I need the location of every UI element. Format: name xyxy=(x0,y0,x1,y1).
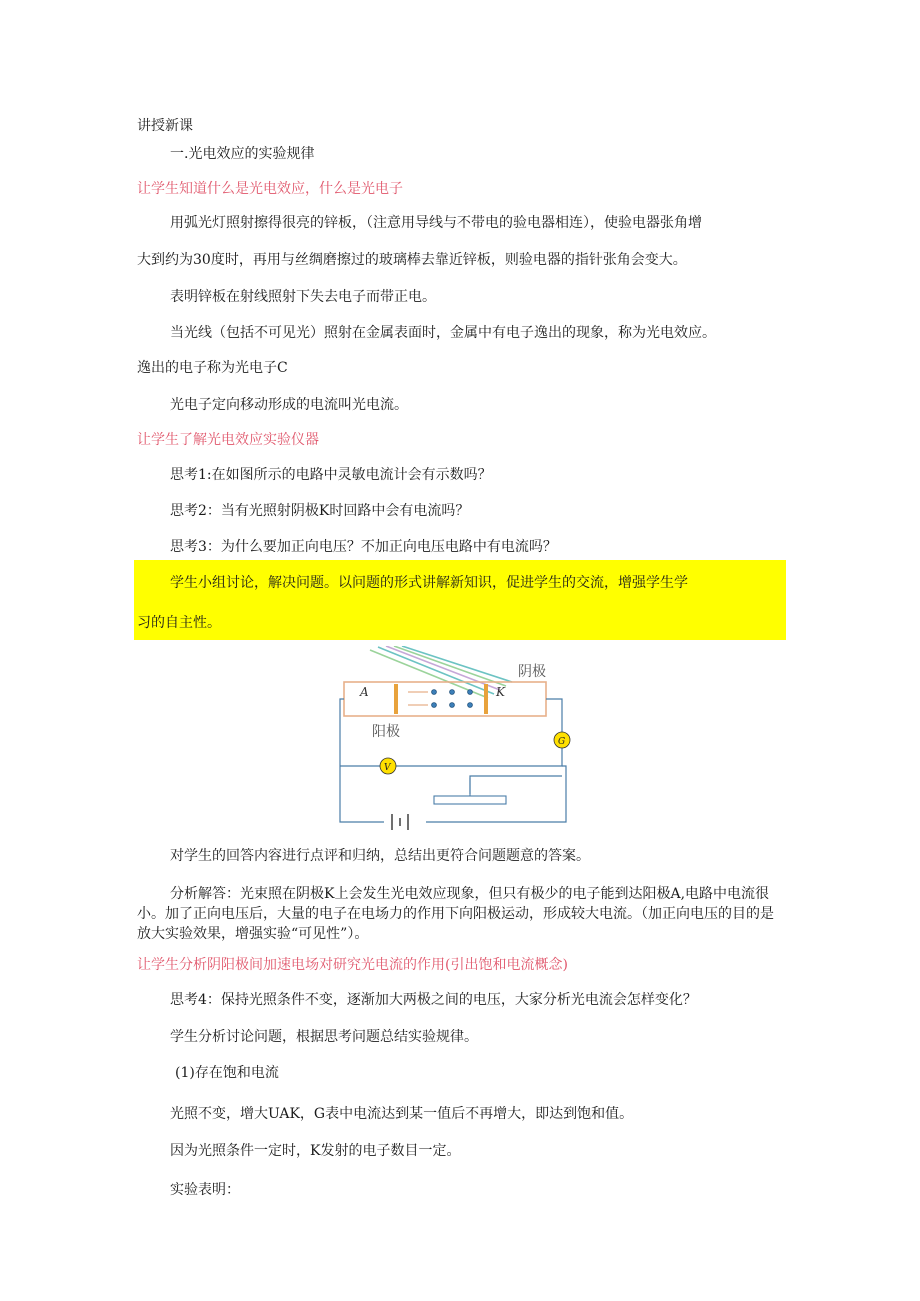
paragraph-1-line-1: 用弧光灯照射擦得很亮的锌板，（注意用导线与不带电的验电器相连），使验电器张角增 xyxy=(170,215,702,231)
label-V: V xyxy=(384,763,391,773)
analysis-line-2: 小。加了正向电压后，大量的电子在电场力的作用下向阳极运动，形成较大电流。（加正向电压的目的是 xyxy=(137,906,774,922)
section-title: 一.光电效应的实验规律 xyxy=(170,146,315,162)
lesson-heading: 讲授新课 xyxy=(137,118,193,134)
label-cathode: 阴极 xyxy=(518,664,546,680)
vacuum-tube xyxy=(344,682,546,716)
battery xyxy=(392,814,408,830)
anode-plate xyxy=(394,684,398,714)
label-anode: 阳极 xyxy=(372,724,400,740)
analysis-line-3: 放大实验效果，增强实验“可见性”）。 xyxy=(137,926,369,942)
paragraph-8: 学生分析讨论问题，根据思考问题总结实验规律。 xyxy=(170,1029,478,1045)
question-3: 思考3：为什么要加正向电压？不加正向电压电路中有电流吗？ xyxy=(170,539,557,555)
label-A: A xyxy=(360,685,369,699)
highlight-line-2: 习的自主性。 xyxy=(137,615,221,631)
highlight-block xyxy=(134,560,786,640)
photoelectric-circuit-diagram xyxy=(330,646,582,834)
label-G: G xyxy=(558,737,566,747)
rheostat xyxy=(434,796,506,804)
paragraph-11: 因为光照条件一定时，K发射的电子数目一定。 xyxy=(170,1143,461,1159)
goal-text-2: 让学生了解光电效应实验仪器 xyxy=(137,432,319,448)
paragraph-1-line-2: 大到约为30度时，再用与丝绸磨擦过的玻璃棒去靠近锌板，则验电器的指针张角会变大。 xyxy=(137,252,687,268)
paragraph-2: 表明锌板在射线照射下失去电子而带正电。 xyxy=(170,289,436,305)
paragraph-5: 光电子定向移动形成的电流叫光电流。 xyxy=(170,397,408,413)
analysis-line-1: 分析解答：光束照在阴极K上会发生光电效应现象，但只有极少的电子能到达阳极A,电路中电流很 xyxy=(170,886,770,902)
goal-text-1: 让学生知道什么是光电效应，什么是光电子 xyxy=(137,181,403,197)
goal-text-3: 让学生分析阴阳极间加速电场对研究光电流的作用(引出饱和电流概念) xyxy=(137,957,568,973)
paragraph-9: (1)存在饱和电流 xyxy=(175,1065,279,1081)
question-4: 思考4：保持光照条件不变，逐渐加大两极之间的电压，大家分析光电流会怎样变化？ xyxy=(170,992,697,1008)
electron-arrows xyxy=(408,692,428,705)
question-1: 思考1:在如图所示的电路中灵敏电流计会有示数吗？ xyxy=(170,467,492,483)
paragraph-10: 光照不变，增大UAK，G表中电流达到某一值后不再增大，即达到饱和值。 xyxy=(170,1106,634,1122)
paragraph-3: 当光线（包括不可见光）照射在金属表面时，金属中有电子逸出的现象，称为光电效应。 xyxy=(170,325,716,341)
cathode-plate xyxy=(484,684,488,714)
light-rays xyxy=(370,646,512,698)
highlight-line-1: 学生小组讨论，解决问题。以问题的形式讲解新知识，促进学生的交流，增强学生学 xyxy=(170,575,688,591)
paragraph-12: 实验表明： xyxy=(170,1182,240,1198)
electrons xyxy=(432,690,473,708)
label-K: K xyxy=(496,685,505,699)
paragraph-6: 对学生的回答内容进行点评和归纳，总结出更符合问题题意的答案。 xyxy=(170,848,590,864)
paragraph-4: 逸出的电子称为光电子C xyxy=(137,360,288,376)
question-2: 思考2：当有光照射阴极K时回路中会有电流吗？ xyxy=(170,503,470,519)
